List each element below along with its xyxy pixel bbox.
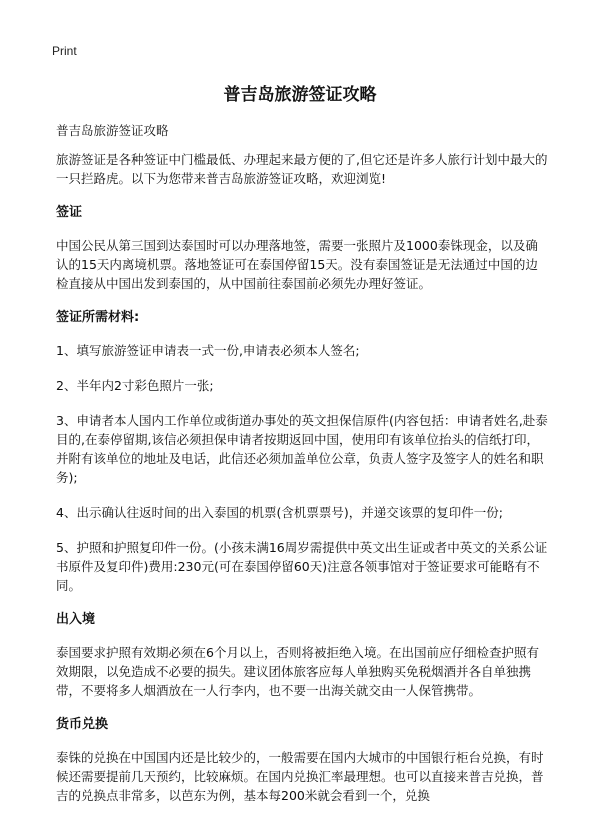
list-item: 4、出示确认往返时间的出入泰国的机票(含机票票号)，并递交该票的复印件一份;	[56, 505, 503, 520]
list-item: 2、半年内2寸彩色照片一张;	[56, 378, 214, 393]
section-visa	[56, 204, 548, 293]
list-item: 3、申请者本人国内工作单位或街道办事处的英文担保信原件(内容包括：申请者姓名,赴泰目的,在泰停留期,该信必须担保申请者按期返回中国，使用印有该单位抬头的信纸打印，并附有该单位的地址及电话，此信还必须加盖单位公章，负责人签字及签字人的姓名和职务);	[56, 413, 548, 485]
section-heading: 货币兑换	[56, 717, 109, 732]
print-link[interactable]: Print	[52, 44, 77, 58]
list-item: 5、护照和护照复印件一份。(小孩未满16周岁需提供中英文出生证或者中英文的关系公证书原件及复印件)费用:230元(可在泰国停留60天)注意各领事馆对于签证要求可能略有不同。	[56, 540, 548, 593]
list-item: 1、填写旅游签证申请表一式一份,申请表必须本人签名;	[56, 343, 360, 358]
section-paragraph: 泰国要求护照有效期必须在6个月以上，否则将被拒绝入境。在出国前应仔细检查护照有效期限，以免造成不必要的损失。建议团体旅客应每人单独购买免税烟酒并各自单独携带，不要将多人烟酒放在一人行李内，也不要一出海关就交由一人保管携带。	[56, 645, 539, 698]
section-heading: 签证所需材料:	[56, 310, 140, 325]
section-materials	[56, 309, 548, 595]
section-heading: 出入境	[56, 612, 96, 627]
section-entry-exit	[56, 611, 548, 700]
document-subtitle: 普吉岛旅游签证攻略	[56, 123, 169, 138]
section-currency-exchange	[56, 716, 548, 805]
document-body	[56, 150, 548, 821]
section-heading: 签证	[56, 205, 83, 220]
section-paragraph: 中国公民从第三国到达泰国时可以办理落地签，需要一张照片及1000泰铢现金，以及确认的15天内离境机票。落地签证可在泰国停留15天。没有泰国签证是无法通过中国的边检直接从中国出发到泰国的，从中国前往泰国前必须先办理好签证。	[56, 238, 538, 291]
page-title: 普吉岛旅游签证攻略	[223, 85, 377, 105]
section-paragraph: 泰铢的兑换在中国国内还是比较少的，一般需要在国内大城市的中国银行柜台兑换，有时候还需要提前几天预约，比较麻烦。在国内兑换汇率最理想。也可以直接来普吉兑换，普吉的兑换点非常多，以芭东为例，基本每200米就会看到一个，兑换	[56, 750, 544, 803]
intro-paragraph: 旅游签证是各种签证中门槛最低、办理起来最方便的了,但它还是许多人旅行计划中最大的一只拦路虎。以下为您带来普吉岛旅游签证攻略，欢迎浏览!	[56, 152, 548, 186]
